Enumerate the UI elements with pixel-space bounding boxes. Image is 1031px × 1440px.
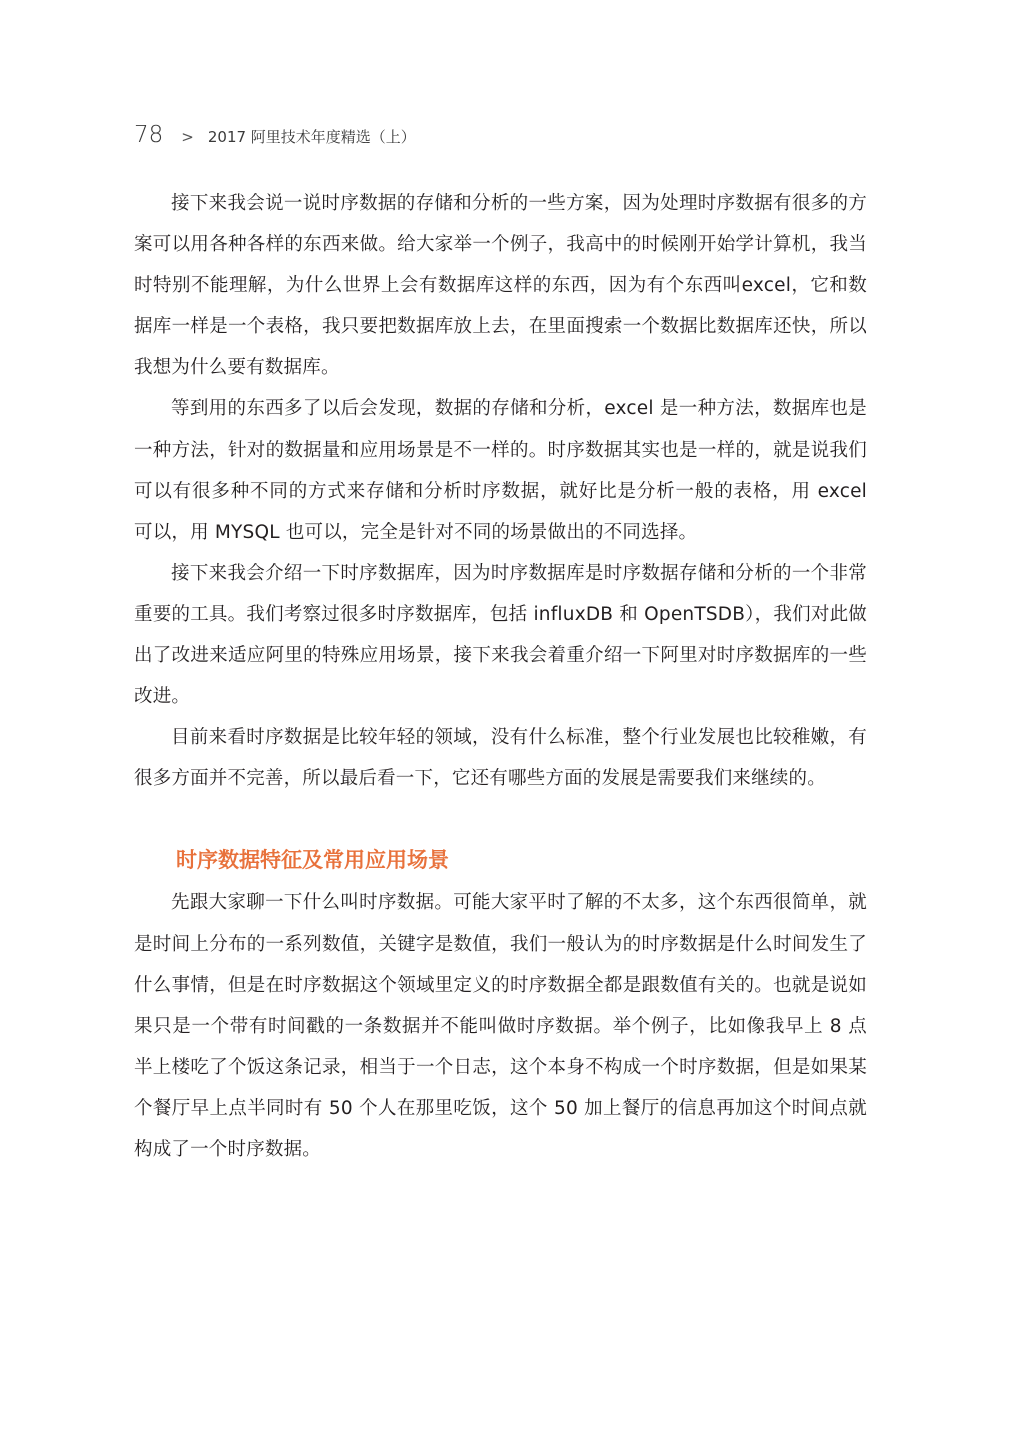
page-body: [134, 183, 867, 1170]
paragraph: 先跟大家聊一下什么叫时序数据。可能大家平时了解的不太多，这个东西很简单，就是时间上分布的一系列数值，关键字是数值，我们一般认为的时序数据是什么时间发生了什么事情，但是在时序数据这个领域里定义的时序数据全都是跟数值有关的。也就是说如果只是一个带有时间戳的一条数据并不能叫做时序数据。举个例子，比如像我早上 8 点半上楼吃了个饭这条记录，相当于一个日志，这个本身不构成一个时序数据，但是如果某个餐厅早上点半同时有 50 个人在那里吃饭，这个 50 加上餐厅的信息再加这个时间点就构成了一个时序数据。: [134, 892, 867, 1160]
book-title: 2017 阿里技术年度精选（上）: [207, 128, 416, 146]
header-separator: >: [181, 128, 194, 146]
paragraph: 目前来看时序数据是比较年轻的领域，没有什么标准，整个行业发展也比较稚嫩，有很多方面并不完善，所以最后看一下，它还有哪些方面的发展是需要我们来继续的。: [134, 727, 867, 790]
paragraph: 接下来我会介绍一下时序数据库，因为时序数据库是时序数据存储和分析的一个非常重要的工具。我们考察过很多时序数据库，包括 influxDB 和 OpenTSDB），我们对此做出了改进来适应阿里的特殊应用场景，接下来我会着重介绍一下阿里对时序数据库的一些改进。: [134, 562, 867, 708]
paragraph: 等到用的东西多了以后会发现，数据的存储和分析，excel 是一种方法，数据库也是一种方法，针对的数据量和应用场景是不一样的。时序数据其实也是一样的，就是说我们可以有很多种不同的方式来存储和分析时序数据，就好比是分析一般的表格，用 excel 可以，用 MYSQL 也可以，完全是针对不同的场景做出的不同选择。: [134, 398, 867, 543]
paragraph: 接下来我会说一说时序数据的存储和分析的一些方案，因为处理时序数据有很多的方案可以用各种各样的东西来做。给大家举一个例子，我高中的时候刚开始学计算机，我当时特别不能理解，为什么世界上会有数据库这样的东西，因为有个东西叫excel，它和数据库一样是一个表格，我只要把数据库放上去，在里面搜索一个数据比数据库还快，所以我想为什么要有数据库。: [134, 193, 867, 379]
section-heading: 时序数据特征及常用应用场景: [176, 848, 449, 873]
page-number: 78: [134, 122, 164, 148]
page-header: [134, 122, 416, 154]
